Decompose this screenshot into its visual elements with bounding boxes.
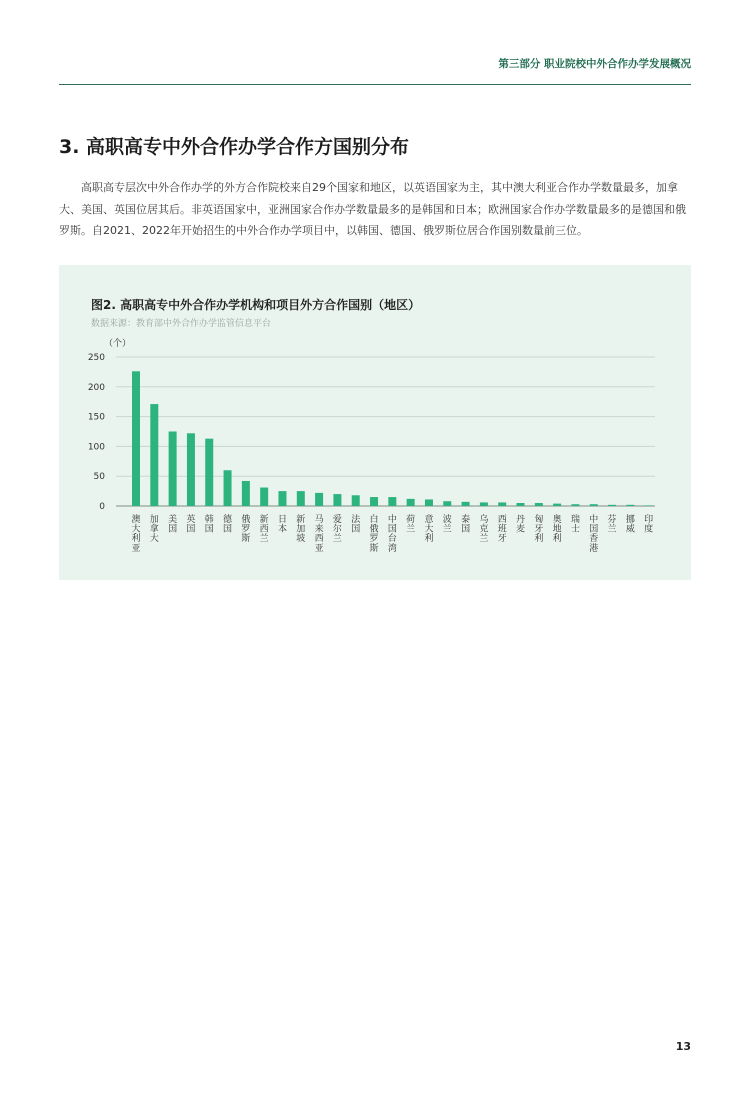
- bar: [480, 502, 488, 506]
- section-heading: 3. 高职高专中外合作办学合作方国别分布: [59, 136, 410, 158]
- x-tick-label: 澳大利亚: [131, 515, 141, 554]
- bar: [370, 497, 378, 506]
- bar: [132, 371, 140, 506]
- bar: [388, 497, 396, 506]
- x-tick-label: 法国: [351, 515, 361, 535]
- bar: [590, 504, 598, 506]
- x-tick-label: 马来西亚: [314, 515, 324, 554]
- y-tick-label: 100: [87, 442, 105, 453]
- x-tick-label: 印度: [644, 515, 654, 535]
- x-tick-label: 丹麦: [516, 515, 526, 535]
- bar: [297, 491, 305, 506]
- x-tick-label: 英国: [186, 515, 196, 535]
- x-tick-label: 泰国: [461, 515, 471, 535]
- bar: [352, 495, 360, 506]
- bar: [242, 481, 250, 506]
- bar: [333, 494, 341, 506]
- y-tick-label: 50: [93, 472, 105, 483]
- x-tick-label: 韩国: [204, 515, 214, 535]
- x-tick-label: 西班牙: [497, 515, 507, 545]
- bar: [517, 503, 525, 506]
- x-tick-label: 新加坡: [296, 515, 306, 545]
- bar: [224, 470, 232, 506]
- bar: [407, 499, 415, 506]
- x-tick-label: 日本: [277, 515, 287, 535]
- bar: [498, 502, 506, 506]
- bar: [169, 432, 177, 507]
- bar: [315, 493, 323, 506]
- bar: [260, 488, 268, 506]
- bar: [443, 501, 451, 506]
- bar: [205, 439, 213, 506]
- y-tick-label: 150: [87, 412, 105, 423]
- x-tick-label: 加拿大: [149, 515, 159, 545]
- x-tick-label: 白俄罗斯: [369, 515, 379, 554]
- x-tick-label: 俄罗斯: [241, 515, 251, 545]
- y-axis-unit: （个）: [104, 339, 132, 349]
- x-tick-label: 挪威: [625, 515, 635, 535]
- x-tick-label: 美国: [168, 515, 178, 535]
- x-tick-label: 乌克兰: [479, 515, 489, 545]
- page-number: 13: [675, 1040, 691, 1053]
- bar: [425, 499, 433, 506]
- bar: [535, 503, 543, 506]
- body-paragraph: 高职高专层次中外合作办学的外方合作院校来自29个国家和地区，以英语国家为主，其中澳大利亚合作办学数量最多，加拿大、美国、英国位居其后。非英语国家中，亚洲国家合作办学数量最多的是韩国和日本；欧洲国家合作办学数量最多的是德国和俄罗斯。自2021、2022年开始招生的中外合作办学项目中，以韩国、德国、俄罗斯位居合作国别数量前三位。: [59, 181, 686, 237]
- header-title: 第三部分 职业院校中外合作办学发展概况: [498, 58, 691, 70]
- x-tick-label: 中国台湾: [387, 515, 397, 554]
- x-tick-label: 爱尔兰: [332, 515, 342, 545]
- y-tick-label: 0: [99, 502, 105, 512]
- y-tick-label: 200: [87, 382, 105, 393]
- bar: [553, 504, 561, 506]
- y-tick-label: 250: [87, 353, 105, 363]
- bar: [608, 505, 616, 506]
- bar: [150, 404, 158, 506]
- x-tick-label: 芬兰: [607, 515, 617, 535]
- bar: [626, 505, 634, 506]
- figure-source: 数据来源：教育部中外合作办学监管信息平台: [91, 319, 272, 329]
- bar: [187, 433, 195, 506]
- x-tick-label: 奥地利: [552, 515, 562, 545]
- figure-title: 图2. 高职高专中外合作办学机构和项目外方合作国别（地区）: [91, 298, 421, 312]
- x-tick-label: 德国: [223, 515, 233, 535]
- x-tick-label: 新西兰: [259, 515, 269, 545]
- bar: [462, 502, 470, 506]
- x-tick-label: 荷兰: [406, 515, 416, 535]
- bar: [645, 505, 653, 506]
- x-tick-label: 匈牙利: [534, 515, 544, 545]
- x-tick-label: 中国香港: [589, 515, 599, 554]
- x-tick-label: 波兰: [442, 515, 452, 535]
- x-tick-label: 意大利: [424, 515, 434, 545]
- bar: [278, 491, 286, 506]
- x-tick-label: 瑞士: [570, 515, 580, 535]
- bar: [571, 504, 579, 506]
